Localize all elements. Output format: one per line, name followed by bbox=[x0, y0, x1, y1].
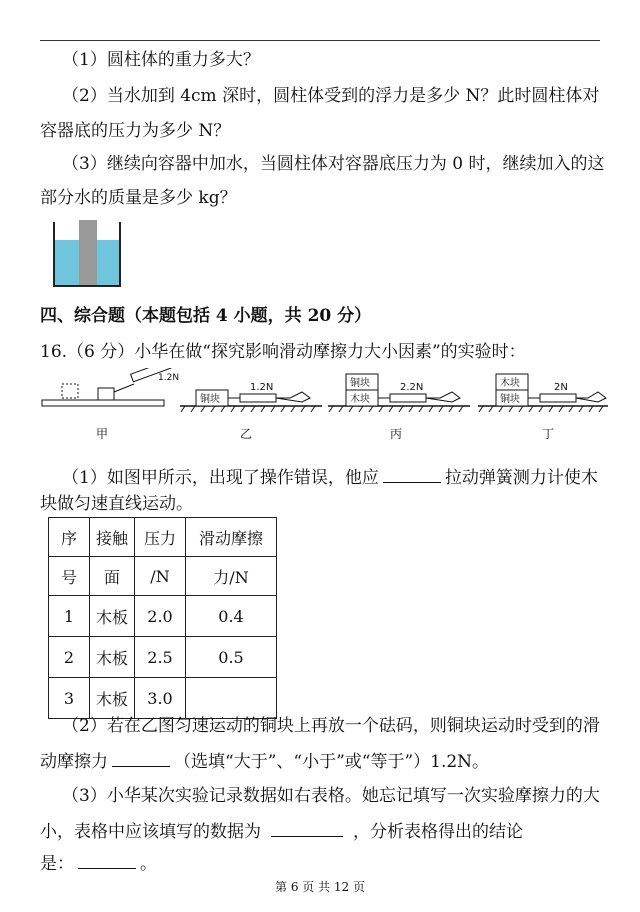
figure-jia-reading: 1.2N bbox=[158, 373, 180, 383]
table-cell: 0.4 bbox=[186, 596, 277, 637]
table-cell: 2 bbox=[49, 637, 90, 678]
figure-bing bbox=[328, 374, 470, 441]
table-row bbox=[49, 637, 277, 678]
part-2-line1: （2）若在乙图匀速运动的铜块上再放一个砝码，则铜块运动时受到的滑 bbox=[62, 716, 600, 736]
part-3-line3 bbox=[40, 850, 157, 876]
figure-bing-copper: 铜块 bbox=[350, 378, 370, 389]
table-cell: 2.5 bbox=[135, 637, 186, 678]
table-cell: 木板 bbox=[90, 596, 135, 637]
part-3-conclusion-blank[interactable] bbox=[78, 850, 136, 869]
question-part-2-line1: （2）当水加到 4cm 深时，圆柱体受到的浮力是多少 N？此时圆柱体对 bbox=[62, 86, 600, 106]
question-part-3-line2: 部分水的质量是多少 kg？ bbox=[40, 188, 237, 208]
table-row bbox=[49, 596, 277, 637]
figure-ding-copper: 铜块 bbox=[500, 394, 520, 405]
part-3-text-a: 小，表格中应该填写的数据为 bbox=[40, 822, 261, 842]
friction-data-table bbox=[48, 517, 277, 719]
table-cell: 木板 bbox=[90, 678, 135, 719]
part-2-text-b: （选填“大于”、“小于”或“等于”）1.2N。 bbox=[174, 752, 490, 772]
figure-bing-label: 丙 bbox=[390, 427, 403, 441]
header-friction-1: 滑动摩擦 bbox=[186, 518, 277, 557]
beaker-cylinder-figure bbox=[52, 218, 122, 288]
part-2-line2 bbox=[40, 748, 489, 774]
table-header-row-1 bbox=[49, 518, 277, 557]
part-1-answer-blank[interactable] bbox=[383, 464, 441, 483]
question-16-intro: 16.（6 分）小华在做“探究影响滑动摩擦力大小因素”的实验时： bbox=[40, 342, 526, 362]
figure-bing-reading: 2.2N bbox=[400, 382, 424, 393]
figure-ding bbox=[478, 374, 608, 441]
question-part-3-line1: （3）继续向容器中加水，当圆柱体对容器底压力为 0 时，继续加入的这 bbox=[62, 154, 605, 174]
header-pressure-1: 压力 bbox=[135, 518, 186, 557]
part-3-text-b: ，分析表格得出的结论 bbox=[353, 822, 523, 842]
table-cell: 3 bbox=[49, 678, 90, 719]
table-row bbox=[49, 678, 277, 719]
part-3-value-blank[interactable] bbox=[271, 818, 343, 837]
header-rule bbox=[40, 40, 600, 41]
part-1-text-b: 拉动弹簧测力计使木 bbox=[444, 468, 598, 488]
part-1-text-a: （1）如图甲所示，出现了操作错误，他应 bbox=[62, 468, 379, 488]
figure-jia-label: 甲 bbox=[96, 427, 109, 441]
table-cell: 3.0 bbox=[135, 678, 186, 719]
part-3-line2 bbox=[40, 818, 523, 844]
part-3-text-c: 是： bbox=[40, 854, 74, 874]
header-friction-2: 力/N bbox=[186, 557, 277, 596]
figure-yi-label: 乙 bbox=[240, 427, 253, 441]
header-pressure-2: /N bbox=[135, 557, 186, 596]
figure-ding-label: 丁 bbox=[542, 427, 555, 441]
part-1-line1 bbox=[62, 464, 598, 490]
part-2-answer-blank[interactable] bbox=[112, 748, 170, 767]
figure-jia bbox=[42, 368, 179, 441]
header-surface-1: 接触 bbox=[90, 518, 135, 557]
figure-ding-reading: 2N bbox=[554, 382, 568, 393]
table-cell: 木板 bbox=[90, 637, 135, 678]
table-cell: 0.5 bbox=[186, 637, 277, 678]
section-heading: 四、综合题（本题包括 4 小题，共 20 分） bbox=[40, 306, 372, 326]
part-3-text-d: 。 bbox=[140, 854, 157, 874]
question-part-1: （1）圆柱体的重力多大？ bbox=[62, 50, 260, 70]
figure-yi-reading: 1.2N bbox=[250, 382, 274, 393]
table-cell: 1 bbox=[49, 596, 90, 637]
table-cell-empty bbox=[186, 678, 277, 719]
figure-yi-copper: 铜块 bbox=[200, 394, 220, 405]
header-index-1: 序 bbox=[49, 518, 90, 557]
table-header-row-2 bbox=[49, 557, 277, 596]
friction-experiment-figures bbox=[40, 368, 610, 453]
figure-yi bbox=[180, 382, 322, 441]
part-3-line1: （3）小华某次实验记录数据如右表格。她忘记填写一次实验摩擦力的大 bbox=[62, 786, 600, 806]
header-index-2: 号 bbox=[49, 557, 90, 596]
part-2-text-a: 动摩擦力 bbox=[40, 752, 108, 772]
part-1-line2: 块做匀速直线运动。 bbox=[40, 494, 193, 514]
page-footer: 第 6 页 共 12 页 bbox=[275, 880, 365, 894]
figure-bing-wood: 木块 bbox=[350, 394, 370, 405]
table-cell: 2.0 bbox=[135, 596, 186, 637]
header-surface-2: 面 bbox=[90, 557, 135, 596]
figure-ding-wood: 木块 bbox=[500, 378, 520, 389]
question-part-2-line2: 容器底的压力为多少 N？ bbox=[40, 121, 231, 141]
